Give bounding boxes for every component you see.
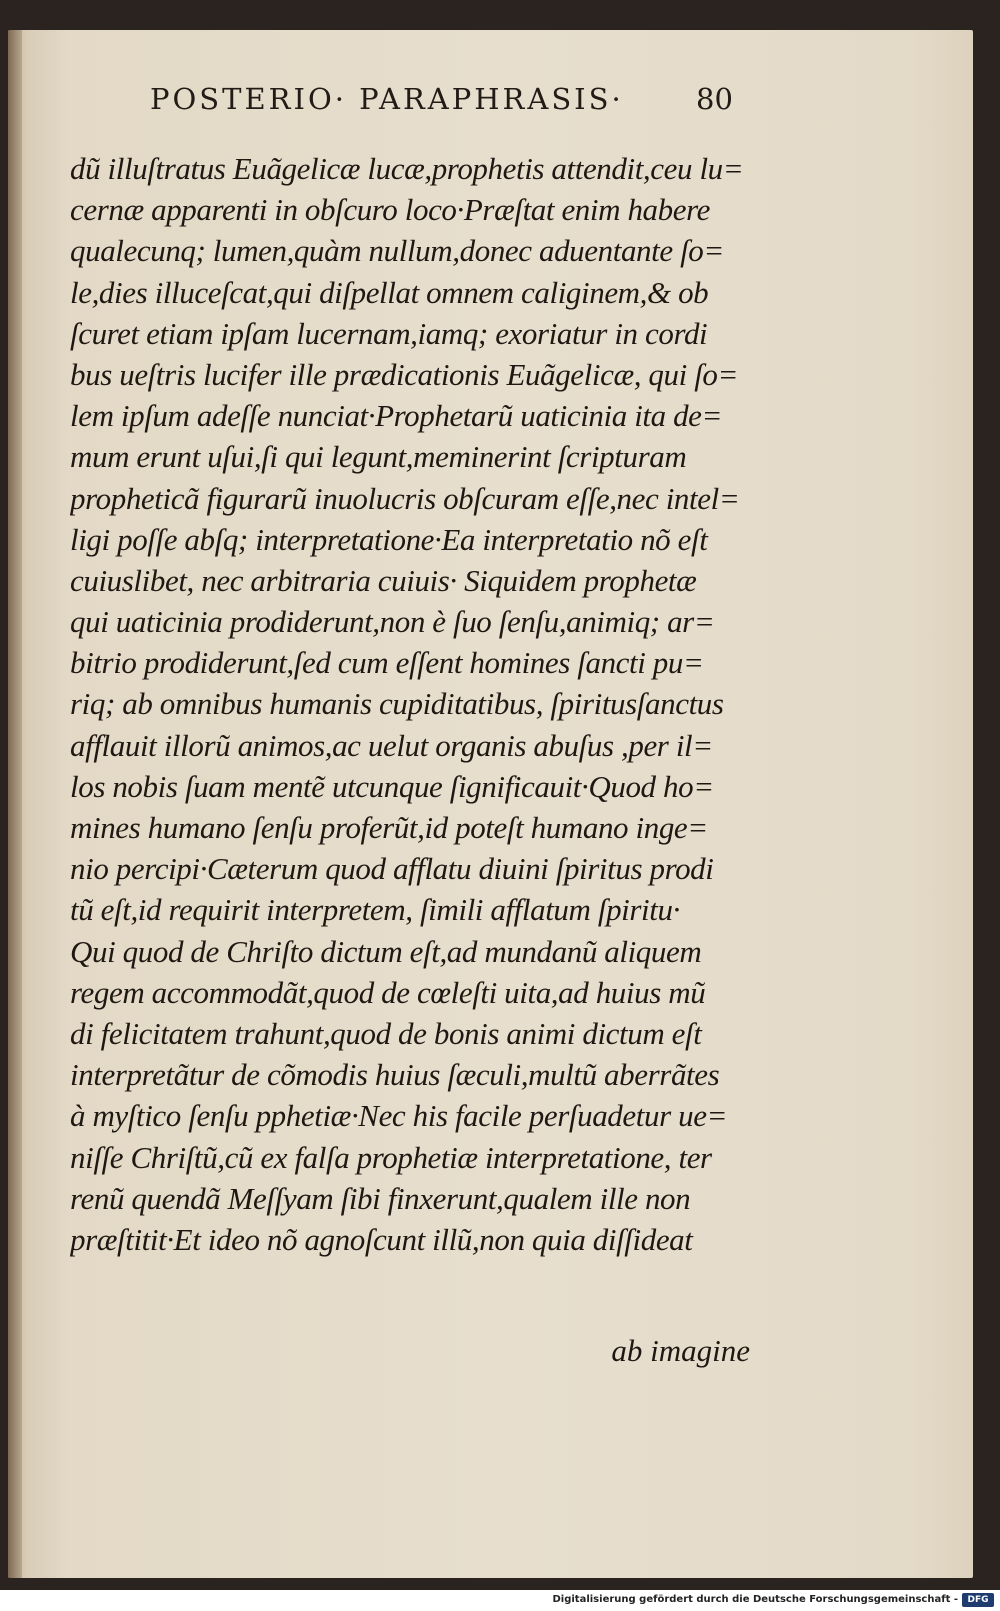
text-line: riq; ab omnibus humanis cupiditatibus, ſpiritusſanctus <box>70 686 724 722</box>
text-line: le,dies illuceſcat,qui diſpellat omnem caliginem,& ob <box>70 274 709 310</box>
text-line: lem ipſum adeſſe nunciat·Prophetarũ uaticinia ita de= <box>70 398 723 434</box>
text-line: interpretãtur de cõmodis huius ſæculi,multũ aberrãtes <box>70 1057 720 1093</box>
text-line: mines humano ſenſu proferũt,id poteſt humano inge= <box>70 810 708 845</box>
text-line: Qui quod de Chriſto dictum eſt,ad mundanũ aliquem <box>70 933 702 969</box>
text-line: præſtitit·Et ideo nõ agnoſcunt illũ,non quia diſſideat <box>70 1221 693 1257</box>
text-line: bus ueſtris lucifer ille prædicationis Euãgelicæ, qui ſo= <box>70 356 739 392</box>
text-line: renũ quendã Meſſyam ſibi finxerunt,qualem ille non <box>70 1180 691 1216</box>
body-text <box>70 148 750 1260</box>
text-line: à myſtico ſenſu pphetiæ·Nec his facile perſuadetur ue= <box>70 1098 728 1134</box>
text-line: ſcuret etiam ipſam lucernam,iamq; exoriatur in cordi <box>70 315 708 351</box>
running-head: POSTERIO· PARAPHRASIS· <box>150 82 624 116</box>
text-line: cuiuslibet, nec arbitraria cuiuis· Siquidem prophetæ <box>70 562 697 598</box>
text-line: propheticã figurarũ inuolucris obſcuram eſſe,nec intel= <box>70 480 740 516</box>
text-line: qui uaticinia prodiderunt,non è ſuo ſenſu,animiq; ar= <box>70 604 715 640</box>
text-line: cernæ apparenti in obſcuro loco·Præſtat enim habere <box>70 192 710 228</box>
text-line: niſſe Chriſtũ,cũ ex falſa prophetiæ interpretatione, ter <box>70 1139 712 1175</box>
page-number: 80 <box>696 82 733 116</box>
text-line: afflauit illorũ animos,ac uelut organis abuſus ,per il= <box>70 727 713 763</box>
book-page <box>8 30 973 1578</box>
catchword: ab imagine <box>611 1333 750 1368</box>
digitization-credit: Digitalisierung gefördert durch die Deutsche Forschungsgemeinschaft - <box>552 1594 958 1605</box>
text-line: bitrio prodiderunt,ſed cum eſſent homines ſancti pu= <box>70 645 704 681</box>
text-line: ligi poſſe abſq; interpretatione·Ea interpretatio nõ eſt <box>70 521 708 557</box>
text-line: qualecunq; lumen,quàm nullum,donec aduentante ſo= <box>70 233 724 269</box>
text-line: dũ illuſtratus Euãgelicæ lucæ,prophetis attendit,ceu lu= <box>70 151 744 186</box>
text-line: los nobis ſuam mentẽ utcunque ſignificauit·Quod ho= <box>70 768 714 804</box>
page-gutter <box>8 30 22 1578</box>
text-line: tũ eſt,id requirit interpretem, ſimili afflatum ſpiritu· <box>70 892 680 928</box>
text-line: di felicitatem trahunt,quod de bonis animi dictum eſt <box>70 1015 702 1051</box>
dfg-logo-icon: DFG <box>962 1593 994 1607</box>
text-line: mum erunt uſui,ſi qui legunt,meminerint ſcripturam <box>70 439 687 475</box>
text-line: nio percipi·Cæterum quod afflatu diuini ſpiritus prodi <box>70 851 714 887</box>
text-line: regem accommodãt,quod de cœleſti uita,ad huius mũ <box>70 974 706 1010</box>
